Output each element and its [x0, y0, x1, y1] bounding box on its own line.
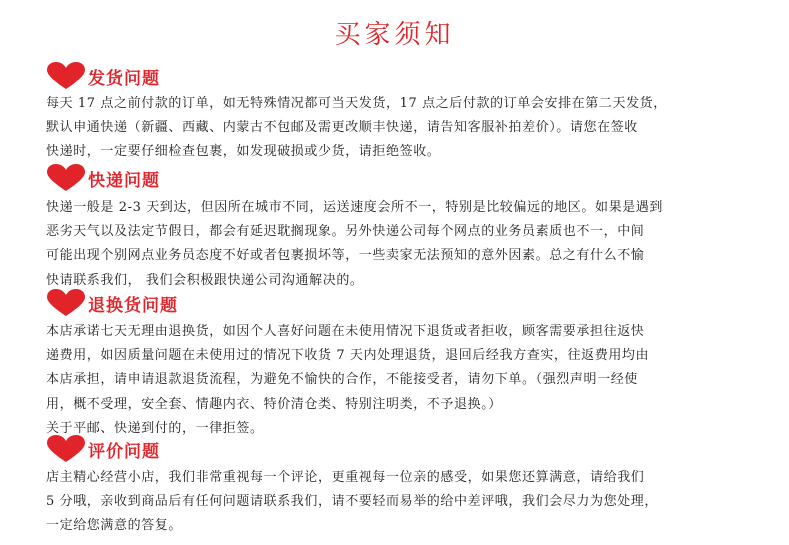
text-line: 快请联系我们， 我们会积极跟快递公司沟通解决的。 — [46, 272, 364, 288]
text-line: 用，概不受理，安全套、情趣内衣、特价清仓类、特别注明类，不予退换。） — [46, 396, 502, 412]
text-line: 本店承诺七天无理由退换货，如因个人喜好问题在未使用情况下退货或者拒收，顾客需要承担往返快 — [46, 324, 645, 339]
heart-icon — [46, 62, 86, 90]
text-line: 默认申通快递（新疆、西藏、内蒙古不包邮及需更改顺丰快递，请告知客服补拍差价）。请您在签收 — [46, 120, 638, 136]
section-heading-returns — [46, 289, 178, 317]
section-heading-label: 评价问题 — [88, 441, 160, 462]
text-line: 快递一般是 2-3 天到达，但因所在城市不同，运送速度会所不一，特别是比较偏远的地区。如果是遇到 — [46, 200, 663, 215]
text-line: 可能出现个别网点业务员态度不好或者包裹损坏等，一些卖家无法预知的意外因素。总之有什么不愉 — [46, 248, 645, 264]
heart-icon — [46, 435, 86, 463]
text-line: 一定给您满意的答复。 — [46, 518, 183, 534]
section-heading-shipping — [46, 62, 160, 90]
text-line: 店主精心经营小店，我们非常重视每一个评论，更重视每一位亲的感受，如果您还算满意，请给我们 — [46, 470, 645, 485]
text-line: 本店承担，请申请退款退货流程，为避免不愉快的合作，不能接受者，请勿下单。（强烈声明一经使 — [46, 372, 638, 388]
page-title: 买家须知 — [334, 20, 455, 50]
section-heading-reviews — [46, 435, 160, 463]
text-line: 关于平邮、快递到付的，一律拒签。 — [46, 420, 264, 436]
section-body-shipping — [46, 92, 746, 165]
text-line: 递费用，如因质量问题在未使用过的情况下收货 7 天内处理退货，退回后经我方查实，往返费用均由 — [46, 348, 650, 364]
section-heading-courier — [46, 164, 160, 192]
text-line: 快递时，一定要仔细检查包裹，如发现破损或少货，请拒绝签收。 — [46, 144, 441, 160]
text-line: 5 分哦，亲收到商品后有任何问题请联系我们，请不要轻而易举的给中差评哦，我们会尽力为您处理， — [46, 494, 659, 510]
text-line: 每天 17 点之前付款的订单，如无特殊情况都可当天发货，17 点之后付款的订单会安排在第二天发货， — [46, 96, 667, 111]
section-heading-label: 退换货问题 — [88, 295, 178, 316]
section-body-courier — [46, 196, 746, 293]
section-body-reviews — [46, 466, 746, 539]
heart-icon — [46, 164, 86, 192]
heart-icon — [46, 289, 86, 317]
section-heading-label: 快递问题 — [88, 170, 160, 191]
section-body-returns — [46, 320, 746, 441]
text-line: 恶劣天气以及法定节假日，都会有延迟耽搁现象。另外快递公司每个网点的业务员素质也不一，中间 — [46, 224, 645, 240]
section-heading-label: 发货问题 — [88, 68, 160, 89]
